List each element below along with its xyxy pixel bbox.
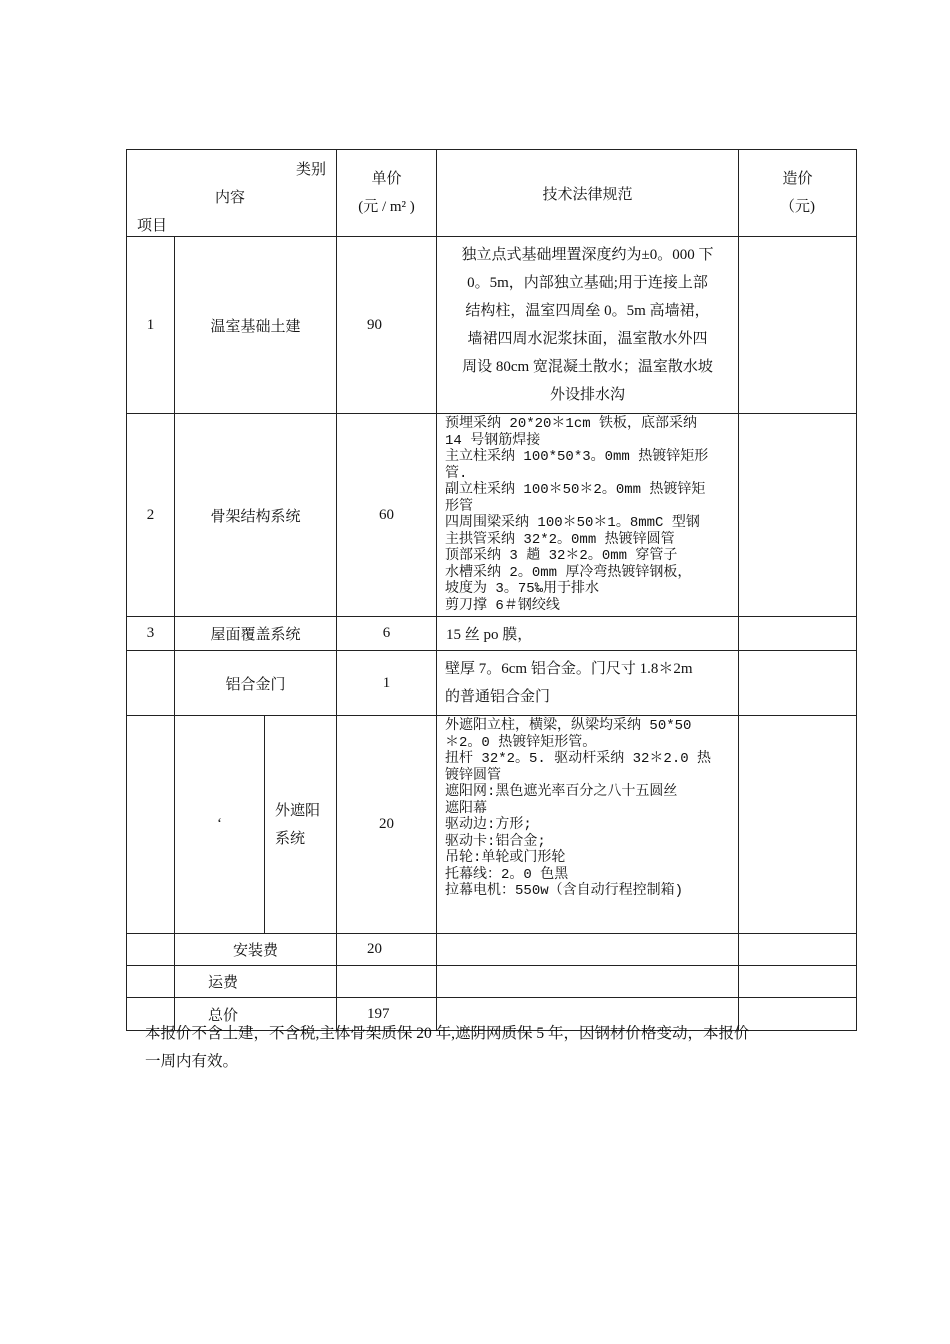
spec-line: 驱动卡:铝合金;: [445, 833, 546, 850]
row-cost: [739, 237, 857, 414]
row-spec: [437, 934, 739, 966]
row-price: 90: [337, 237, 437, 414]
spec-line: 预埋采纳 20*20＊1cm 铁板，底部采纳: [445, 416, 698, 432]
spec-line: 0。5m，内部独立基础;用于连接上部: [467, 275, 708, 291]
header-spec: 技术法律规范: [437, 150, 739, 237]
spec-line: 吊轮:单轮或门形轮: [445, 850, 566, 866]
row-name: 骨架结构系统: [175, 414, 337, 617]
quote-table: [126, 149, 857, 1031]
row-name: 安装费: [175, 934, 337, 966]
header-cost-label: 造价: [782, 171, 813, 187]
row-price: 20: [337, 716, 437, 934]
spec-line: ＊2。0 热镀锌矩形管。: [445, 734, 597, 751]
spec-line: 拉幕电机：550w（含自动行程控制箱): [445, 883, 684, 899]
spec-line: 遮阳幕: [445, 800, 488, 817]
header-unit-price-label: 单价: [371, 171, 402, 187]
row-name: 总价: [175, 998, 337, 1031]
row-name: [265, 716, 337, 934]
spec-line: 水槽采纳 2。0mm 厚冷弯热镀锌钢板，: [445, 564, 692, 581]
row-price: 197: [337, 998, 437, 1031]
table-row: [127, 966, 857, 998]
quote-note: [145, 1020, 825, 1076]
row-price: 20: [337, 934, 437, 966]
row-number-empty: [127, 934, 175, 966]
row-mark: ‘: [175, 716, 265, 934]
header-unit-price-unit: (元 / m² ): [358, 199, 415, 215]
spec-line: 托幕线：2。0 色黑: [445, 866, 569, 883]
spec-line: 副立柱采纳 100＊50＊2。0mm 热镀锌矩: [445, 482, 706, 498]
spec-line: 外设排水沟: [550, 387, 626, 403]
spec-line: 独立点式基础埋置深度约为±0。000 下: [461, 247, 714, 263]
spec-line: 顶部采纳 3 趟 32＊2。0mm 穿管子: [445, 548, 678, 564]
row-spec: [437, 966, 739, 998]
header-category: 类别: [296, 162, 327, 178]
table-row: [127, 651, 857, 716]
row-number: [127, 651, 175, 716]
spec-line: 剪刀撑 6＃钢绞线: [445, 597, 560, 614]
note-line: 本报价不含土建，不含税,主体骨架质保 20 年,遮阴网质保 5 年，因钢材价格变动，本报价: [145, 1025, 750, 1042]
spec-line: 周设 80cm 宽混凝土散水；温室散水坡: [462, 359, 713, 375]
spec-line: 形管: [445, 498, 474, 515]
row-name: 运费: [175, 966, 337, 998]
row-price: 1: [337, 651, 437, 716]
spec-line: 结构柱，温室四周垒 0。5m 高墙裙，: [465, 303, 710, 319]
row-number: 2: [127, 414, 175, 617]
spec-line: 管.: [445, 465, 468, 482]
row-spec: [437, 414, 739, 617]
header-cost: [739, 150, 857, 237]
row-cost: [739, 617, 857, 651]
row-number-empty: [127, 716, 175, 934]
row-cost: [739, 414, 857, 617]
row-spec: [437, 716, 739, 934]
row-name: 铝合金门: [175, 651, 337, 716]
spec-line: 扭杆 32*2。5. 驱动杆采纳 32＊2.0 热: [445, 751, 712, 767]
row-cost: [739, 966, 857, 998]
table-row: [127, 934, 857, 966]
row-name: 屋面覆盖系统: [175, 617, 337, 651]
spec-line: 14 号钢筋焊接: [445, 432, 541, 449]
header-cost-unit: （元): [780, 199, 816, 215]
table-row: [127, 716, 857, 934]
row-cost: [739, 934, 857, 966]
row-cost: [739, 716, 857, 934]
spec-line: 四周围梁采纳 100＊50＊1。8mmC 型钢: [445, 515, 700, 531]
spec-line: 的普通铝合金门: [445, 689, 551, 705]
row-name-line2: 系统: [275, 830, 306, 847]
row-number: 1: [127, 237, 175, 414]
spec-line: 遮阳网:黑色遮光率百分之八十五圆丝: [445, 784, 678, 800]
header-item: 项目: [137, 218, 168, 234]
row-spec: [437, 237, 739, 414]
note-line: 一周内有效。: [145, 1053, 239, 1070]
header-content: 内容: [215, 190, 246, 206]
spec-line: 主拱管采纳 32*2。0mm 热镀锌圆管: [445, 531, 675, 548]
diagonal-header-cell: [127, 150, 337, 237]
row-price: 60: [337, 414, 437, 617]
row-cost: [739, 651, 857, 716]
row-name-line1: 外遮阳: [275, 802, 321, 819]
table-row: [127, 237, 857, 414]
row-spec: [437, 651, 739, 716]
row-number-empty: [127, 966, 175, 998]
header-row: [127, 150, 857, 237]
spec-line: 坡度为 3。75‰用于排水: [445, 581, 600, 597]
table-row: [127, 414, 857, 617]
table-row: [127, 617, 857, 651]
spec-line: 壁厚 7。6cm 铝合金。门尺寸 1.8＊2m: [445, 661, 693, 677]
spec-line: 主立柱采纳 100*50*3。0mm 热镀锌矩形: [445, 449, 709, 465]
spec-line: 镀锌圆管: [445, 767, 502, 784]
spec-line: 外遮阳立柱，横梁，纵梁均采纳 50*50: [445, 718, 692, 734]
spec-line: 驱动边:方形;: [445, 817, 532, 833]
row-name: 温室基础土建: [175, 237, 337, 414]
spec-line: 墙裙四周水泥浆抹面，温室散水外四: [467, 331, 708, 347]
row-price: 6: [337, 617, 437, 651]
row-spec: 15 丝 po 膜，: [437, 617, 739, 651]
row-price: [337, 966, 437, 998]
header-unit-price: [337, 150, 437, 237]
row-number: 3: [127, 617, 175, 651]
